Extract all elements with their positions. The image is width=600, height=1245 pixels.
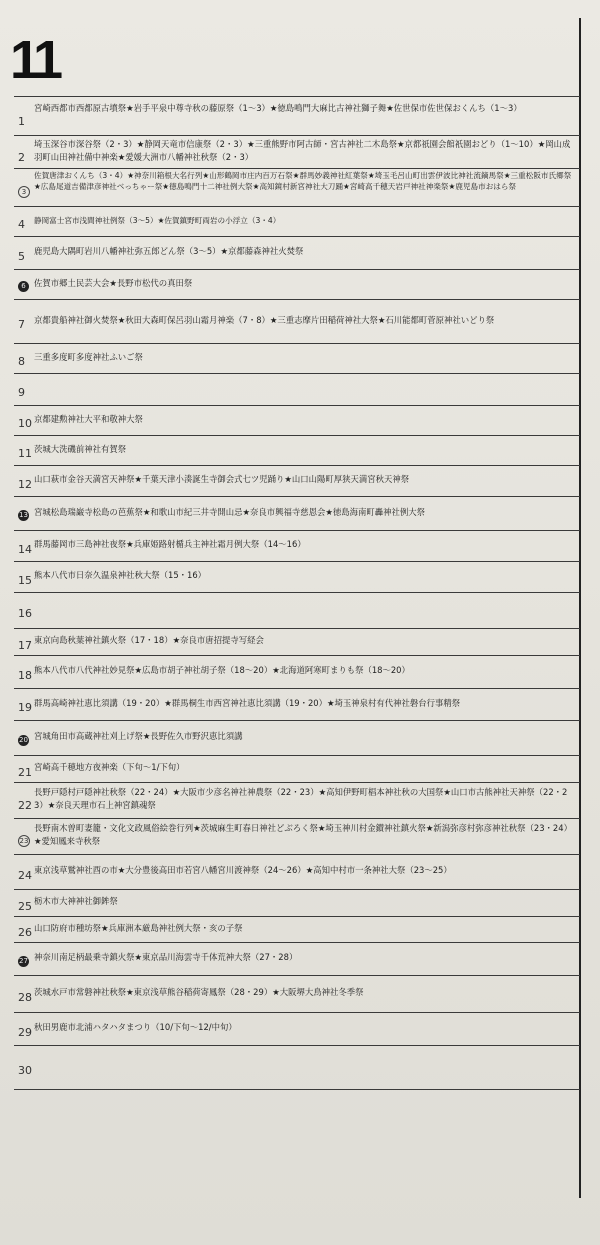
day-number: 11: [18, 447, 32, 460]
day-number: 17: [18, 639, 32, 652]
day-number: 8: [18, 355, 25, 368]
day-events: 長野戸隠村戸隠神社秋祭（22・24）★大阪市少彦名神社神農祭（22・23）★高知伊野町椙本神社秋の大国祭★山口市古熊神社天神祭（22・23）★奈良天理市石上神宮鎮魂祭: [34, 787, 568, 810]
day-row: [14, 629, 580, 656]
day-events: 佐賀市郷土民芸大会★長野市松代の真田祭: [34, 278, 193, 288]
day-number: 24: [18, 869, 32, 882]
day-events: 京都建勲神社大平和敬神大祭: [34, 414, 143, 424]
day-number: 29: [18, 1026, 32, 1039]
day-events: 栃木市大神神社御鉾祭: [34, 896, 118, 906]
day-row: [14, 237, 580, 270]
day-events: 群馬高崎神社恵比須講（19・20）★群馬桐生市西宮神社恵比須講（19・20）★埼玉神泉村有代神社磐台行事精祭: [34, 698, 461, 708]
day-events: 静岡富士宮市浅間神社例祭（3～5）★佐賀鎮野町両岩の小浮立（3・4）: [34, 216, 281, 225]
day-number: 22: [18, 799, 32, 812]
day-number: 12: [18, 478, 32, 491]
day-number: 9: [18, 386, 25, 399]
day-events: 宮城松島瑞巌寺松島の芭蕉祭★和歌山市紀三井寺開山忌★奈良市興福寺慈恩会★徳島海南町轟神社例大祭: [34, 507, 426, 517]
day-number: 27: [19, 957, 28, 965]
day-events: 鹿児島大隅町岩川八幡神社弥五郎どん祭（3～5）★京都藤森神社火焚祭: [34, 246, 304, 256]
day-events: 宮城角田市高蔵神社刈上げ祭★長野佐久市野沢恵比須講: [34, 731, 243, 741]
day-number: 4: [18, 218, 25, 231]
day-row: [14, 374, 580, 406]
day-events: 熊本八代市日奈久温泉神社秋大祭（15・16）: [34, 570, 207, 580]
day-row: [14, 1013, 580, 1046]
day-row: [14, 497, 580, 531]
day-events: 山口萩市金谷天満宮天神祭★千葉天津小湊誕生寺御会式七ツ児踊り★山口山陽町厚狭天満宮秋天神祭: [34, 474, 410, 484]
day-list: [14, 96, 580, 1090]
day-number: 2: [18, 151, 25, 164]
day-number: 15: [18, 574, 32, 587]
day-row: [14, 721, 580, 756]
day-events: 秋田男鹿市北浦ハタハタまつり（10/下旬～12/中旬）: [34, 1022, 237, 1032]
day-row: [14, 562, 580, 593]
day-events: 埼玉深谷市深谷祭（2・3）★静岡天竜市信康祭（2・3）★三重熊野市阿古師・宮古神社二木島祭★京都祇園会館祇園おどり（1～10）★岡山成羽町山田神社備中神楽★愛媛大洲市八幡神社秋祭（2・3）: [34, 139, 571, 162]
day-row: [14, 819, 580, 855]
day-row: [14, 466, 580, 497]
day-row: [14, 783, 580, 819]
day-events: 佐賀唐津おくんち（3・4）★神奈川箱根大名行列★山形鶴岡市庄内百万石祭★群馬妙義神社紅葉祭★埼玉毛呂山町出雲伊波比神社流鏑馬祭★三重松阪市氏郷祭★広島尾道吉備津彦神社べっちゃー祭★徳島鳴門十二神社例大祭★高知鏡村新宮神社大刀踊★宮崎高千穂天岩戸神社神楽祭★鹿児島市おはら祭: [34, 171, 572, 191]
day-events: 長野南木曽町妻籠・文化文政風俗絵巻行列★茨城麻生町春日神社どぶろく祭★埼玉神川村金鑚神社鎮火祭★新潟弥彦村弥彦神社秋祭（23・24）★愛知鳳来寺秋祭: [34, 823, 572, 846]
day-events: 茨城大洗磯前神社有賀祭: [34, 444, 127, 454]
day-events: 東京浅草鷲神社酉の市★大分豊後高田市若宮八幡宮川渡神祭（24～26）★高知中村市一条神社大祭（23～25）: [34, 865, 452, 875]
day-row: [14, 96, 580, 136]
day-number: 26: [18, 926, 32, 939]
day-row: [14, 943, 580, 976]
day-events: 三重多度町多度神社ふいご祭: [34, 352, 143, 362]
day-number: 5: [18, 250, 25, 263]
day-row: [14, 890, 580, 917]
day-events: 神奈川南足柄最乗寺鎮火祭★東京品川海雲寺千体荒神大祭（27・28）: [34, 952, 298, 962]
day-row: [14, 270, 580, 300]
day-events: 東京向島秋葉神社鎮火祭（17・18）★奈良市唐招提寺写経会: [34, 635, 264, 645]
day-row: [14, 917, 580, 943]
day-number: 14: [18, 543, 32, 556]
day-number: 6: [18, 281, 29, 292]
day-row: [14, 656, 580, 689]
day-number: 7: [18, 318, 25, 331]
day-row: [14, 855, 580, 890]
day-number: 25: [18, 900, 32, 913]
day-row: [14, 1046, 580, 1090]
day-row: [14, 976, 580, 1013]
day-number: 30: [18, 1064, 32, 1077]
day-row: [14, 756, 580, 783]
day-number: 13: [19, 511, 28, 519]
day-events: 山口防府市種坊祭★兵庫洲本厳島神社例大祭・亥の子祭: [34, 923, 243, 933]
day-row: [14, 689, 580, 721]
day-events: 宮崎西都市西都原古墳祭★岩手平泉中尊寺秋の藤原祭（1～3）★徳島鳴門大麻比古神社獅子舞★佐世保市佐世保おくんち（1～3）: [34, 103, 522, 113]
day-number: 10: [18, 417, 32, 430]
day-row: [14, 207, 580, 237]
day-number: 20: [19, 736, 28, 744]
day-events: 熊本八代市八代神社妙見祭★広島市胡子神社胡子祭（18～20）★北海道阿寒町まりも祭（18～20）: [34, 665, 410, 675]
day-row: [14, 344, 580, 374]
day-events: 宮崎高千穂地方夜神楽（下旬～1/下旬）: [34, 762, 185, 772]
day-events: 京都貴船神社御火焚祭★秋田大森町保呂羽山霜月神楽（7・8）★三重志摩片田稲荷神社大祭★石川能都町菅原神社いどり祭: [34, 315, 495, 325]
day-row: [14, 136, 580, 169]
day-row: [14, 593, 580, 629]
day-number: 23: [19, 837, 29, 845]
day-number: 1: [18, 115, 25, 128]
day-events: 群馬藤岡市三島神社夜祭★兵庫姫路射楯兵主神社霜月例大祭（14～16）: [34, 539, 306, 549]
day-number: 18: [18, 669, 32, 682]
day-row: [14, 531, 580, 562]
day-events: 茨城水戸市常磐神社秋祭★東京浅草熊谷稲荷寄鳳祭（28・29）★大阪堺大鳥神社冬季祭: [34, 987, 364, 997]
month-title: 11: [10, 30, 60, 90]
day-row: [14, 436, 580, 466]
day-number: 3: [18, 186, 30, 198]
day-number: 28: [18, 991, 32, 1004]
day-number: 21: [18, 766, 32, 779]
day-number: 19: [18, 701, 32, 714]
day-row: [14, 300, 580, 344]
day-row: [14, 169, 580, 207]
day-number: 16: [18, 607, 32, 620]
day-row: [14, 406, 580, 436]
